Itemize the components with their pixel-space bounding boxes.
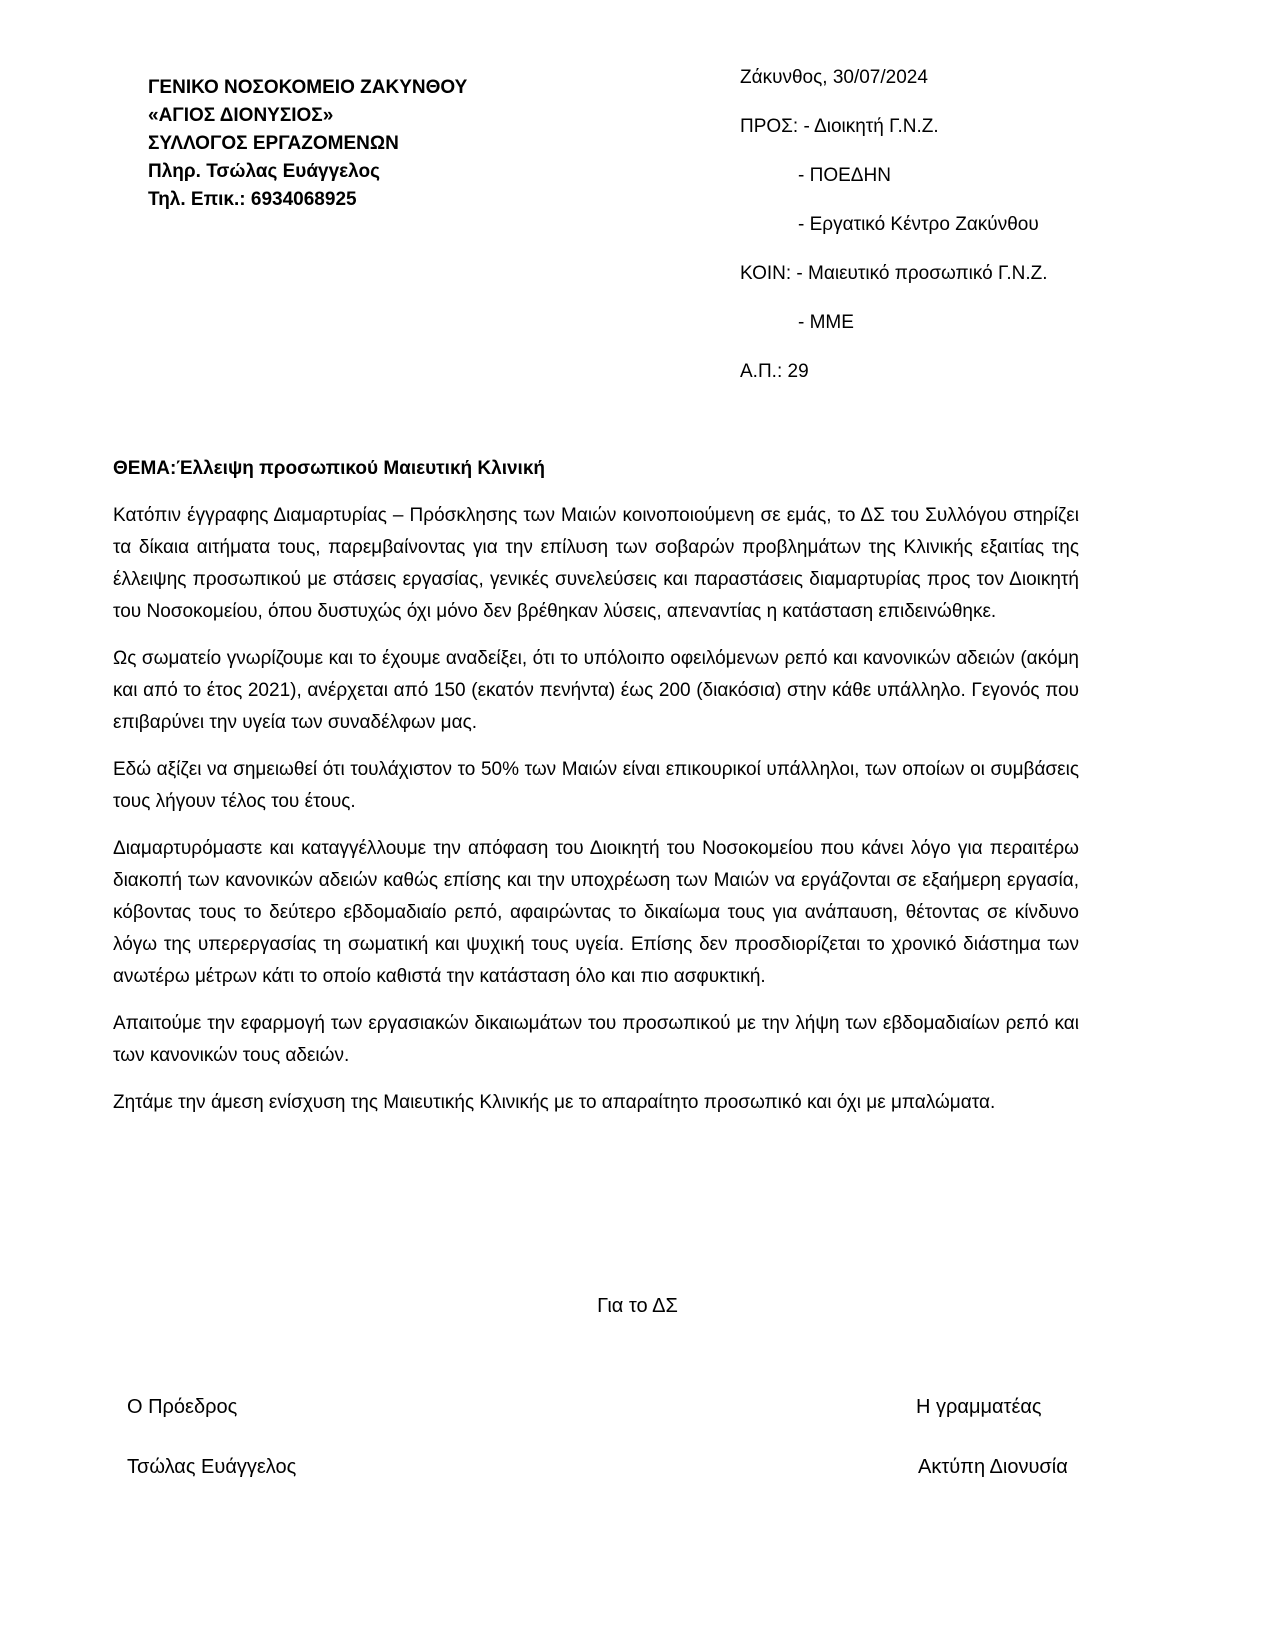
secretary-name: Ακτύπη Διονυσία (918, 1456, 1068, 1478)
subject-line (113, 455, 545, 483)
body-paragraph: Ως σωματείο γνωρίζουμε και το έχουμε αναδείξει, ότι το υπόλοιπο οφειλόμενων ρεπό και κανονικών αδειών (ακόμη και από το έτος 2021), ανέρχεται από 150 (εκατόν πενήντα) έως 200 (διακόσια) στην κάθε υπάλληλο. Γεγονός που επιβαρύνει την υγεία των συναδέλφων μας. (113, 648, 1079, 733)
president-title: Ο Πρόεδρος (127, 1396, 238, 1418)
protocol-number: Α.Π.: 29 (740, 361, 809, 382)
sender-contact-person: Πληρ. Τσώλας Ευάγγελος (148, 161, 381, 182)
sender-hospital: ΓΕΝΙΚΟ ΝΟΣΟΚΟΜΕΙΟ ΖΑΚΥΝΘΟΥ (148, 77, 468, 98)
subject-label: ΘΕΜΑ: (113, 458, 177, 479)
sender-block (148, 74, 467, 214)
secretary-title: Η γραμματέας (916, 1396, 1042, 1418)
recipient-to-item: - Εργατικό Κέντρο Ζακύνθου (798, 214, 1039, 235)
sender-association: ΣΥΛΛΟΓΟΣ ΕΡΓΑΖΟΜΕΝΩΝ (148, 133, 399, 154)
letter-date: Ζάκυνθος, 30/07/2024 (740, 67, 928, 88)
letter-body (113, 500, 1079, 1134)
body-paragraph: Εδώ αξίζει να σημειωθεί ότι τουλάχιστον το 50% των Μαιών είναι επικουρικοί υπάλληλοι, των οποίων οι συμβάσεις τους λήγουν τέλος του έτους. (113, 759, 1079, 812)
body-paragraph: Ζητάμε την άμεση ενίσχυση της Μαιευτικής Κλινικής με το απαραίτητο προσωπικό και όχι με μπαλώματα. (113, 1092, 996, 1113)
recipient-cc-primary: ΚΟΙΝ: - Μαιευτικό προσωπικό Γ.Ν.Ζ. (740, 263, 1048, 284)
sender-hospital-name: «ΑΓΙΟΣ ΔΙΟΝΥΣΙΟΣ» (148, 105, 334, 126)
recipient-to-item: - ΠΟΕΔΗΝ (798, 165, 891, 186)
recipients-block (740, 66, 1048, 409)
recipient-cc-item: - ΜΜΕ (798, 312, 854, 333)
recipient-to-primary: ΠΡΟΣ: - Διοικητή Γ.Ν.Ζ. (740, 116, 939, 137)
body-paragraph: Απαιτούμε την εφαρμογή των εργασιακών δικαιωμάτων του προσωπικού με την λήψη των εβδομαδιαίων ρεπό και των κανονικών τους αδειών. (113, 1013, 1079, 1066)
subject-text: Έλλειψη προσωπικού Μαιευτική Κλινική (176, 458, 546, 479)
president-name: Τσώλας Ευάγγελος (127, 1456, 297, 1478)
body-paragraph: Κατόπιν έγγραφης Διαμαρτυρίας – Πρόσκλησης των Μαιών κοινοποιούμενη σε εμάς, το ΔΣ του Συλλόγου στηρίζει τα δίκαια αιτήματα τους, παρεμβαίνοντας για την επίλυση των σοβαρών προβλημάτων της Κλινικής εξαιτίας της έλλειψης προσωπικού με στάσεις εργασίας, γενικές συνελεύσεις και παραστάσεις διαμαρτυρίας προς τον Διοικητή του Νοσοκομείου, όπου δυστυχώς όχι μόνο δεν βρέθηκαν λύσεις, απεναντίας η κατάσταση επιδεινώθηκε. (113, 505, 1079, 622)
sender-phone: Τηλ. Επικ.: 6934068925 (148, 189, 357, 210)
sign-off: Για το ΔΣ (597, 1295, 678, 1317)
body-paragraph: Διαμαρτυρόμαστε και καταγγέλλουμε την απόφαση του Διοικητή του Νοσοκομείου που κάνει λόγο για περαιτέρω διακοπή των κανονικών αδειών καθώς επίσης και την υποχρέωση των Μαιών να εργάζονται σε εξαήμερη εργασία, κόβοντας τους το δεύτερο εβδομαδιαίο ρεπό, αφαιρώντας το δικαίωμα τους για ανάπαυση, θέτοντας σε κίνδυνο λόγω της υπερεργασίας τη σωματική και ψυχική τους υγεία. Επίσης δεν προσδιορίζεται το χρονικό διάστημα των ανωτέρω μέτρων κάτι το οποίο καθιστά την κατάσταση όλο και πιο ασφυκτική. (113, 838, 1079, 987)
